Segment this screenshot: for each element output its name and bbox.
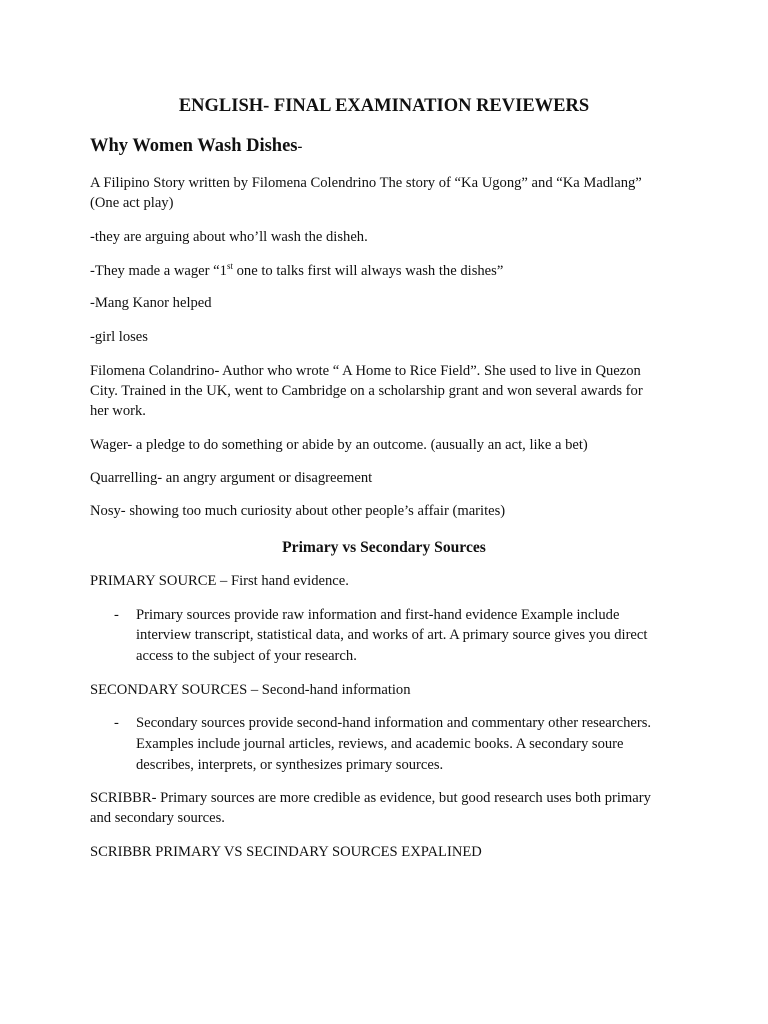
primary-bullet-dash: -	[114, 607, 119, 623]
story-point-2-before: -They made a wager “1	[90, 263, 227, 279]
definition-quarrelling: Quarrelling- an angry argument or disagreement	[90, 470, 373, 486]
primary-bullet-line-2: interview transcript, statistical data, and works of art. A primary source gives you direct	[136, 627, 648, 643]
primary-bullet-line-3: access to the subject of your research.	[136, 648, 357, 664]
definition-nosy: Nosy- showing too much curiosity about other people’s affair (marites)	[90, 503, 506, 519]
author-line-1: Filomena Colandrino- Author who wrote “ A Home to Rice Field”. She used to live in Quezon	[90, 363, 641, 379]
secondary-source-label: SECONDARY SOURCES – Second-hand information	[90, 682, 411, 698]
secondary-bullet-line-1: Secondary sources provide second-hand information and commentary other researchers.	[136, 715, 652, 731]
scribbr-note-line-2: and secondary sources.	[90, 810, 225, 826]
story-point-1: -they are arguing about who’ll wash the disheh.	[90, 229, 368, 245]
primary-bullet-line-1: Primary sources provide raw information and first-hand evidence Example include	[136, 607, 620, 623]
story-point-4: -girl loses	[90, 329, 148, 345]
story-heading	[90, 134, 302, 159]
intro-line-2: (One act play)	[90, 195, 174, 211]
story-point-2-superscript: st	[226, 261, 233, 272]
author-line-2: City. Trained in the UK, went to Cambridge on a scholarship grant and won several awards for	[90, 383, 643, 399]
primary-source-label: PRIMARY SOURCE – First hand evidence.	[90, 573, 349, 589]
intro-line-1: A Filipino Story written by Filomena Colendrino The story of “Ka Ugong” and “Ka Madlang”	[90, 175, 642, 191]
secondary-bullet-dash: -	[114, 715, 119, 731]
story-point-3: -Mang Kanor helped	[90, 295, 212, 311]
section-heading: Primary vs Secondary Sources	[282, 539, 486, 556]
definition-wager: Wager- a pledge to do something or abide by an outcome. (ausually an act, like a bet)	[90, 437, 588, 453]
story-point-2	[90, 261, 503, 281]
author-line-3: her work.	[90, 403, 146, 419]
secondary-bullet-line-2: Examples include journal articles, reviews, and academic books. A secondary soure	[136, 736, 624, 752]
scribbr-title: SCRIBBR PRIMARY VS SECINDARY SOURCES EXPALINED	[90, 844, 482, 860]
page-title: ENGLISH- FINAL EXAMINATION REVIEWERS	[178, 96, 590, 116]
story-point-2-after: one to talks first will always wash the dishes”	[232, 263, 504, 279]
story-heading-text: Why Women Wash Dishes	[90, 136, 298, 156]
story-heading-suffix: -	[297, 139, 303, 155]
scribbr-note-line-1: SCRIBBR- Primary sources are more credible as evidence, but good research uses both primary	[90, 790, 651, 806]
secondary-bullet-line-3: describes, interprets, or synthesizes primary sources.	[136, 757, 444, 773]
